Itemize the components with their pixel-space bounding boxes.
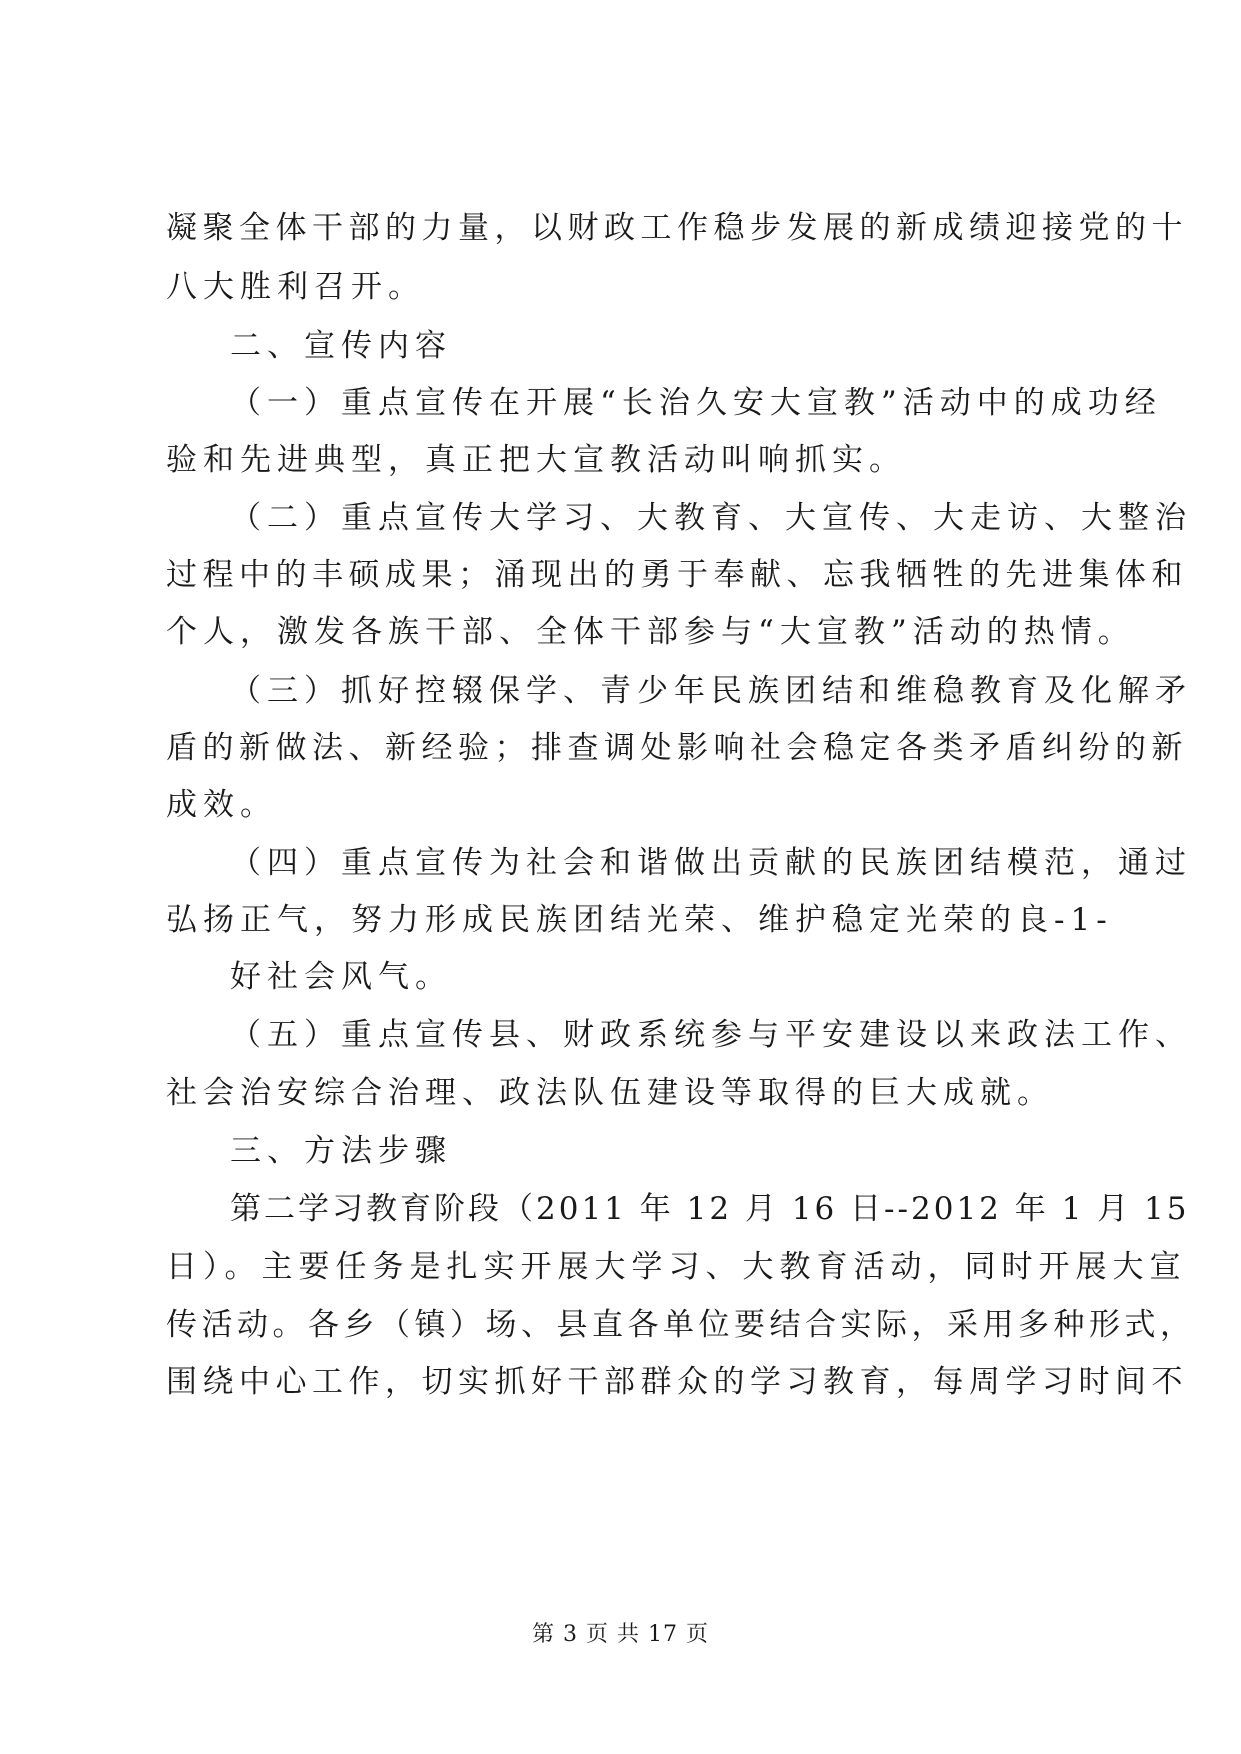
text-line: 日）。主要任务是扎实开展大学习、大教育活动，同时开展大宣 bbox=[166, 1249, 1187, 1285]
text-line: 验和先进典型，真正把大宣教活动叫响抓实。 bbox=[166, 442, 906, 478]
text-line: 围绕中心工作，切实抓好干部群众的学习教育，每周学习时间不 bbox=[166, 1364, 1188, 1400]
text-line: 凝聚全体干部的力量，以财政工作稳步发展的新成绩迎接党的十 bbox=[166, 210, 1188, 246]
page-number-footer: 第 3 页 共 17 页 bbox=[532, 1622, 709, 1647]
text-line: 盾的新做法、新经验；排查调处影响社会稳定各类矛盾纠纷的新 bbox=[166, 730, 1188, 766]
text-line: 个人，激发各族干部、全体干部参与“大宣教”活动的热情。 bbox=[166, 614, 1135, 650]
text-line: （四）重点宣传为社会和谐做出贡献的民族团结模范，通过 bbox=[230, 845, 1192, 881]
text-line: 八大胜利召开。 bbox=[166, 269, 425, 305]
section-heading: 二、宣传内容 bbox=[230, 328, 452, 364]
text-line: 社会治安综合治理、政法队伍建设等取得的巨大成就。 bbox=[166, 1075, 1054, 1111]
text-line: （一）重点宣传在开展“长治久安大宣教”活动中的成功经 bbox=[230, 385, 1162, 421]
text-line: （三）抓好控辍保学、青少年民族团结和维稳教育及化解矛 bbox=[230, 673, 1192, 709]
text-line: 过程中的丰硕成果；涌现出的勇于奉献、忘我牺牲的先进集体和 bbox=[166, 557, 1188, 593]
text-line: （二）重点宣传大学习、大教育、大宣传、大走访、大整治 bbox=[230, 500, 1192, 536]
text-line: 好社会风气。 bbox=[230, 959, 452, 995]
section-heading: 三、方法步骤 bbox=[230, 1133, 452, 1169]
text-line: 第二学习教育阶段（2011 年 12 月 16 日--2012 年 1 月 15 bbox=[230, 1191, 1190, 1227]
text-line: 传活动。各乡（镇）场、县直各单位要结合实际，采用多种形式， bbox=[166, 1307, 1196, 1343]
text-line: 弘扬正气，努力形成民族团结光荣、维护稳定光荣的良-1- bbox=[166, 902, 1113, 938]
text-line: （五）重点宣传县、财政系统参与平安建设以来政法工作、 bbox=[230, 1017, 1192, 1053]
text-line: 成效。 bbox=[166, 787, 277, 823]
